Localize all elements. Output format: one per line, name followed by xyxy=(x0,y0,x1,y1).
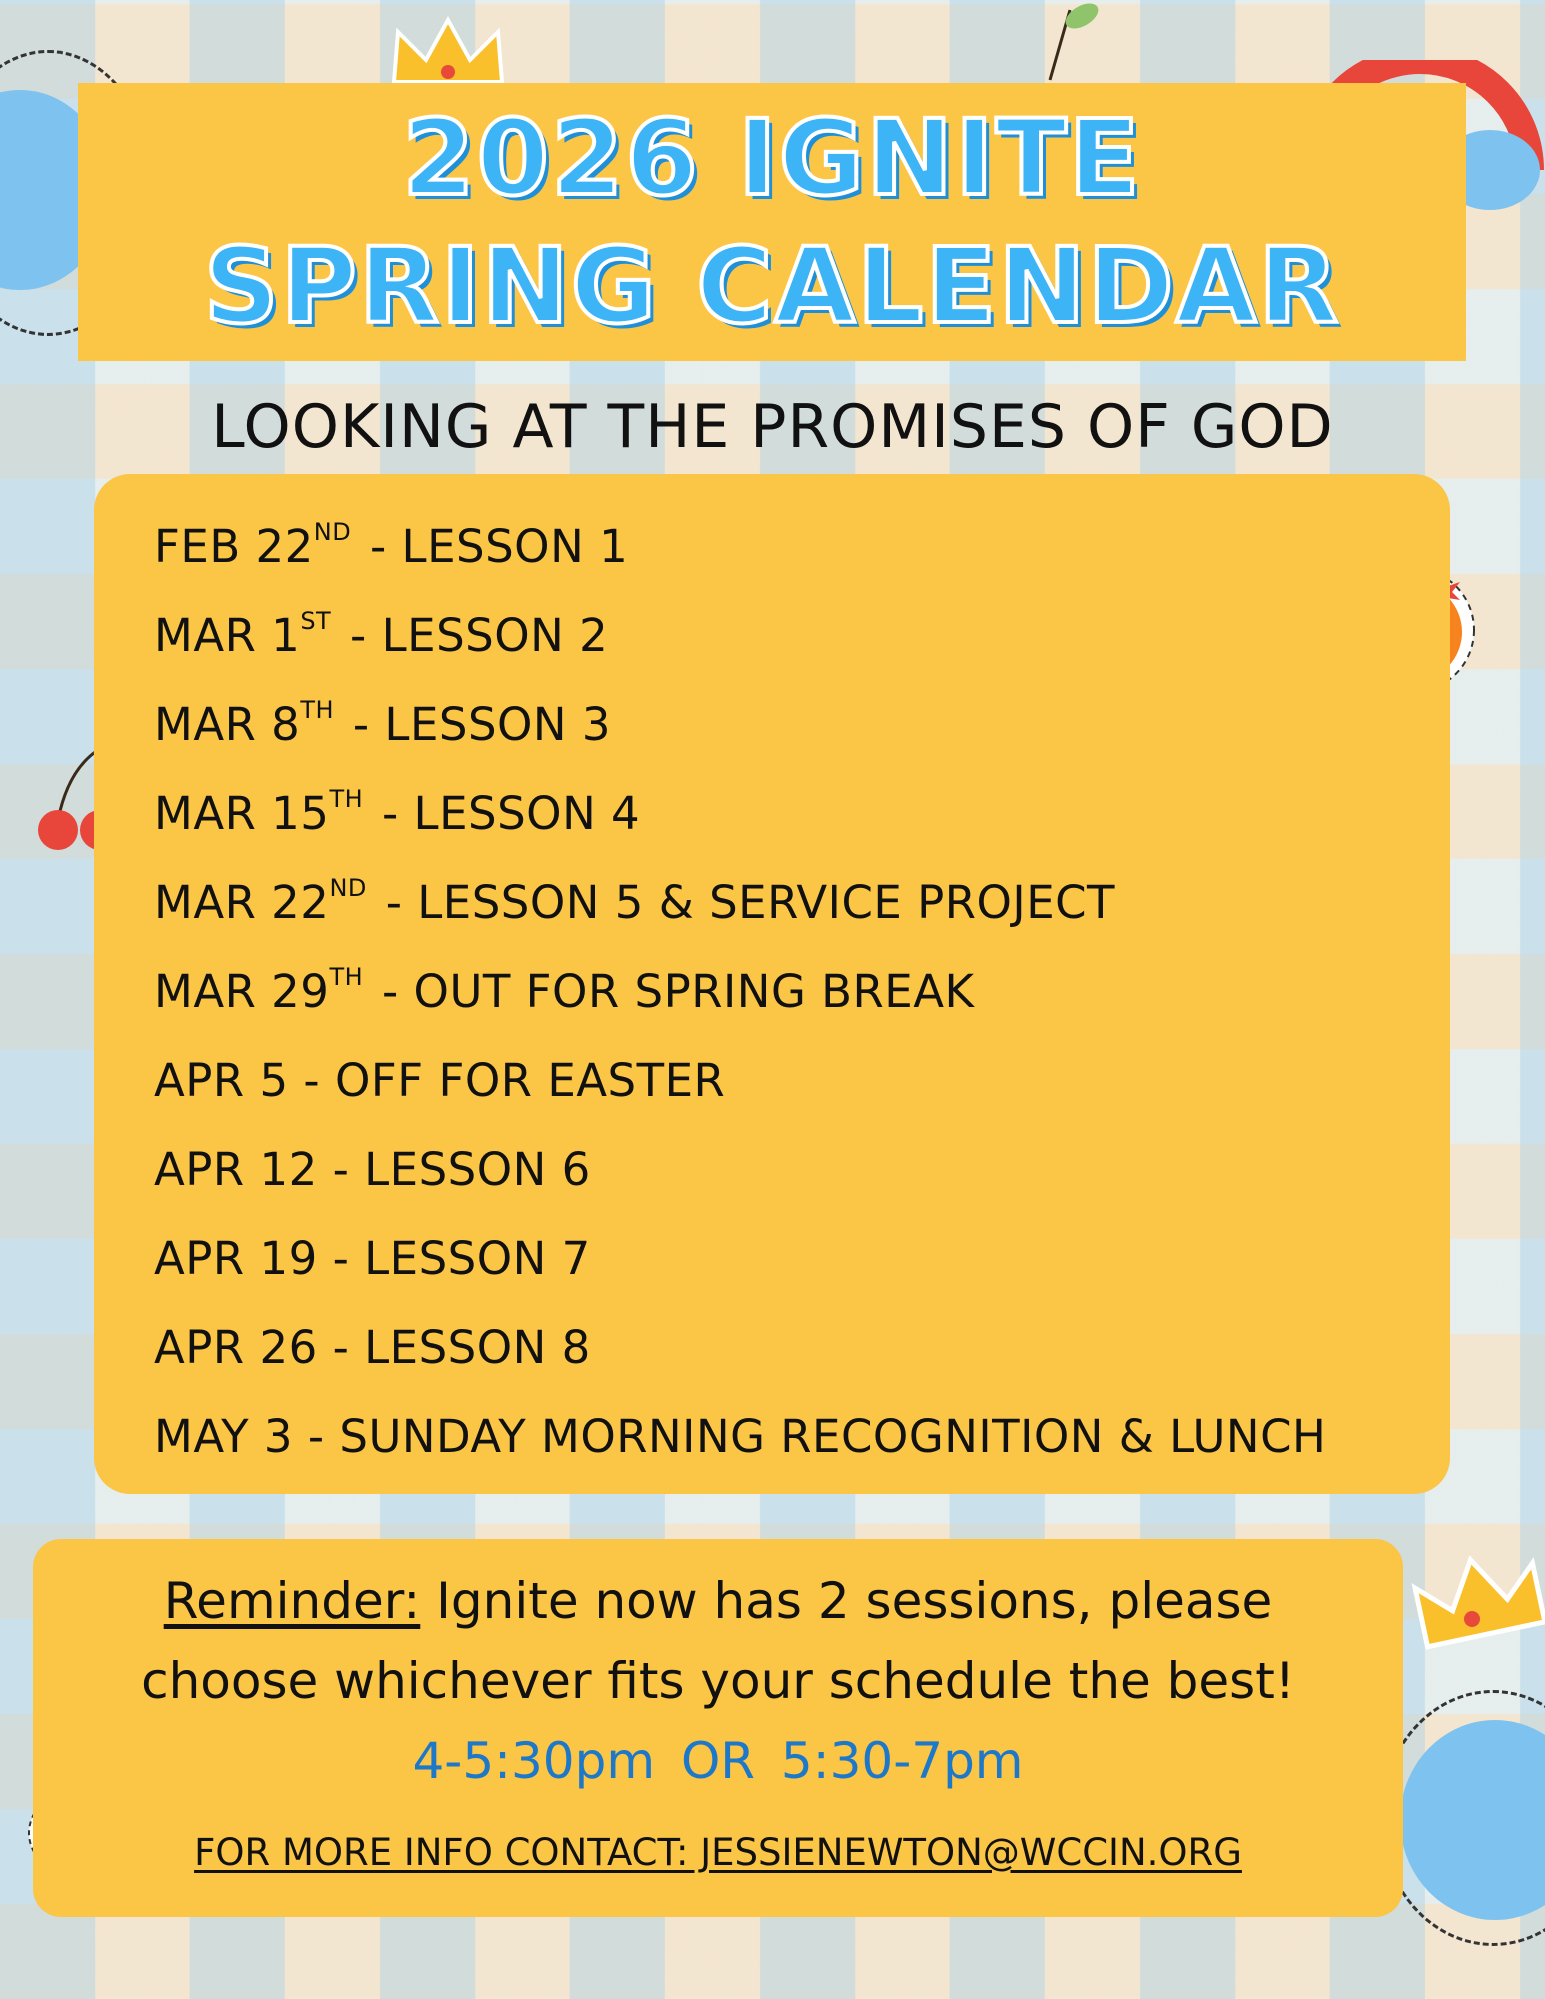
schedule-date: APR 26 xyxy=(154,1321,318,1374)
reminder-line-1 xyxy=(33,1561,1403,1641)
schedule-date: MAR 22 xyxy=(154,876,330,929)
reminder-label: Reminder: xyxy=(163,1572,421,1630)
schedule-date: MAY 3 xyxy=(154,1410,294,1463)
session-times: 4-5:30pm OR 5:30-7pm xyxy=(412,1732,1024,1790)
cherry-icon xyxy=(1020,0,1110,90)
schedule-item xyxy=(154,591,1450,680)
date-ordinal-suffix: ST xyxy=(300,607,332,635)
schedule-date: APR 5 xyxy=(154,1054,289,1107)
crown-icon xyxy=(1410,1545,1545,1655)
schedule-item xyxy=(154,680,1450,769)
schedule-event: - LESSON 4 xyxy=(367,787,641,840)
date-ordinal-suffix: TH xyxy=(329,785,364,813)
subtitle: LOOKING AT THE PROMISES OF GOD xyxy=(211,392,1334,462)
contact-link[interactable]: FOR MORE INFO CONTACT: JESSIENEWTON@WCCIN.ORG xyxy=(194,1831,1242,1874)
schedule-item xyxy=(154,1303,1450,1392)
reminder-panel xyxy=(33,1539,1403,1917)
title-line-1: 2026 IGNITE xyxy=(402,97,1142,219)
schedule-item xyxy=(154,502,1450,591)
schedule-event: - LESSON 5 & SERVICE PROJECT xyxy=(370,876,1116,929)
date-ordinal-suffix: TH xyxy=(329,963,364,991)
date-ordinal-suffix: TH xyxy=(300,696,335,724)
schedule-event: - LESSON 8 xyxy=(317,1321,591,1374)
schedule-event: - LESSON 2 xyxy=(335,609,609,662)
schedule-event: - LESSON 1 xyxy=(355,520,629,573)
title-line-2: SPRING CALENDAR xyxy=(203,225,1341,347)
schedule-event: - OFF FOR EASTER xyxy=(288,1054,726,1107)
schedule-date: MAR 8 xyxy=(154,698,301,751)
schedule-item xyxy=(154,1214,1450,1303)
schedule-date: MAR 15 xyxy=(154,787,330,840)
date-ordinal-suffix: ND xyxy=(329,874,367,902)
cloud-icon xyxy=(1390,1700,1545,1930)
schedule-item xyxy=(154,1036,1450,1125)
schedule-event: - LESSON 3 xyxy=(338,698,612,751)
schedule-item xyxy=(154,769,1450,858)
schedule-item xyxy=(154,858,1450,947)
schedule-date: APR 19 xyxy=(154,1232,318,1285)
schedule-date: FEB 22 xyxy=(154,520,314,573)
schedule-panel xyxy=(94,474,1450,1494)
schedule-item xyxy=(154,947,1450,1036)
schedule-item xyxy=(154,1392,1450,1481)
schedule-date: MAR 1 xyxy=(154,609,301,662)
schedule-event: - OUT FOR SPRING BREAK xyxy=(367,965,975,1018)
date-ordinal-suffix: ND xyxy=(313,518,352,546)
schedule-event: - SUNDAY MORNING RECOGNITION & LUNCH xyxy=(293,1410,1327,1463)
schedule-item xyxy=(154,1125,1450,1214)
title-banner xyxy=(78,83,1466,361)
schedule-event: - LESSON 7 xyxy=(317,1232,591,1285)
schedule-event: - LESSON 6 xyxy=(317,1143,591,1196)
schedule-date: APR 12 xyxy=(154,1143,318,1196)
crown-icon xyxy=(388,12,508,92)
schedule-date: MAR 29 xyxy=(154,965,330,1018)
schedule-list xyxy=(94,474,1450,1481)
reminder-line-2: choose whichever fits your schedule the best! xyxy=(141,1652,1295,1710)
reminder-text-1: Ignite now has 2 sessions, please xyxy=(420,1572,1273,1630)
